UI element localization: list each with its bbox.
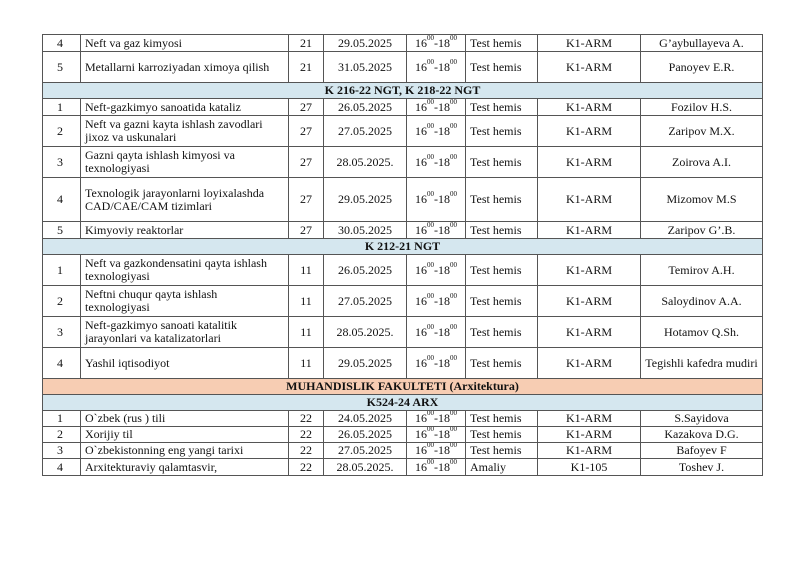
row-number: 4 — [43, 459, 81, 476]
table-row — [43, 35, 763, 52]
exam-time: $16^{00}-18^{00}$ — [407, 35, 466, 52]
table-row — [43, 255, 763, 286]
exam-form: Test hemis — [466, 147, 538, 178]
exam-form: Test hemis — [466, 443, 538, 459]
row-number: 4 — [43, 178, 81, 222]
subject-name: Neft va gazkondensatini qayta ishlash texnologiyasi — [81, 255, 289, 286]
exam-date: 31.05.2025 — [324, 52, 407, 83]
exam-room: K1-ARM — [538, 222, 641, 239]
exam-room: K1-ARM — [538, 317, 641, 348]
student-count: 22 — [289, 427, 324, 443]
row-number: 4 — [43, 35, 81, 52]
row-number: 3 — [43, 317, 81, 348]
exam-time: $16^{00}-18^{00}$ — [407, 178, 466, 222]
exam-date: 24.05.2025 — [324, 411, 407, 427]
exam-room: K1-ARM — [538, 52, 641, 83]
exam-date: 30.05.2025 — [324, 222, 407, 239]
exam-room: K1-ARM — [538, 255, 641, 286]
student-count: 11 — [289, 255, 324, 286]
student-count: 27 — [289, 147, 324, 178]
exam-date: 28.05.2025. — [324, 147, 407, 178]
subject-name: Texnologik jarayonlarni loyixalashda CAD/CAE/CAM tizimlari — [81, 178, 289, 222]
exam-time: $16^{00}-18^{00}$ — [407, 427, 466, 443]
exam-room: K1-ARM — [538, 147, 641, 178]
examiner-name: Temirov A.H. — [641, 255, 763, 286]
student-count: 11 — [289, 317, 324, 348]
exam-room: K1-ARM — [538, 178, 641, 222]
table-row — [43, 52, 763, 83]
exam-room: K1-ARM — [538, 348, 641, 379]
exam-form: Test hemis — [466, 427, 538, 443]
exam-form: Amaliy — [466, 459, 538, 476]
subject-name: O`zbekistonning eng yangi tarixi — [81, 443, 289, 459]
student-count: 21 — [289, 52, 324, 83]
exam-room: K1-ARM — [538, 427, 641, 443]
exam-room: K1-ARM — [538, 99, 641, 116]
exam-date: 29.05.2025 — [324, 178, 407, 222]
examiner-name: Kazakova D.G. — [641, 427, 763, 443]
examiner-name: Bafoyev F — [641, 443, 763, 459]
exam-time: $16^{00}-18^{00}$ — [407, 99, 466, 116]
exam-time: $16^{00}-18^{00}$ — [407, 116, 466, 147]
subject-name: O`zbek (rus ) tili — [81, 411, 289, 427]
exam-room: K1-ARM — [538, 411, 641, 427]
exam-time: $16^{00}-18^{00}$ — [407, 222, 466, 239]
subject-name: Kimyoviy reaktorlar — [81, 222, 289, 239]
exam-date: 28.05.2025. — [324, 317, 407, 348]
row-number: 5 — [43, 52, 81, 83]
subject-name: Yashil iqtisodiyot — [81, 348, 289, 379]
examiner-name: Saloydinov A.A. — [641, 286, 763, 317]
exam-room: K1-105 — [538, 459, 641, 476]
subject-name: Neft-gazkimyo sanoati katalitik jarayonlari va katalizatorlari — [81, 317, 289, 348]
exam-date: 26.05.2025 — [324, 99, 407, 116]
subject-name: Neftni chuqur qayta ishlash texnologiyasi — [81, 286, 289, 317]
exam-time: $16^{00}-18^{00}$ — [407, 52, 466, 83]
subject-name: Xorijiy til — [81, 427, 289, 443]
exam-form: Test hemis — [466, 99, 538, 116]
exam-form: Test hemis — [466, 286, 538, 317]
student-count: 22 — [289, 459, 324, 476]
row-number: 2 — [43, 286, 81, 317]
exam-form: Test hemis — [466, 178, 538, 222]
exam-form: Test hemis — [466, 411, 538, 427]
exam-date: 27.05.2025 — [324, 286, 407, 317]
group-title: K524-24 ARX — [43, 395, 763, 411]
table-row — [43, 459, 763, 476]
table-row — [43, 116, 763, 147]
subject-name: Neft va gaz kimyosi — [81, 35, 289, 52]
examiner-name: Mizomov M.S — [641, 178, 763, 222]
student-count: 27 — [289, 99, 324, 116]
table-row — [43, 443, 763, 459]
examiner-name: Tegishli kafedra mudiri — [641, 348, 763, 379]
subject-name: Neft-gazkimyo sanoatida kataliz — [81, 99, 289, 116]
faculty-header-row — [43, 379, 763, 395]
row-number: 1 — [43, 255, 81, 286]
row-number: 3 — [43, 147, 81, 178]
row-number: 4 — [43, 348, 81, 379]
table-row — [43, 178, 763, 222]
examiner-name: Panoyev E.R. — [641, 52, 763, 83]
exam-time: $16^{00}-18^{00}$ — [407, 348, 466, 379]
row-number: 5 — [43, 222, 81, 239]
exam-time: $16^{00}-18^{00}$ — [407, 147, 466, 178]
exam-time: $16^{00}-18^{00}$ — [407, 443, 466, 459]
group-title: K 212-21 NGT — [43, 239, 763, 255]
row-number: 3 — [43, 443, 81, 459]
student-count: 27 — [289, 116, 324, 147]
row-number: 1 — [43, 411, 81, 427]
row-number: 2 — [43, 116, 81, 147]
exam-date: 26.05.2025 — [324, 255, 407, 286]
student-count: 21 — [289, 35, 324, 52]
student-count: 27 — [289, 178, 324, 222]
exam-form: Test hemis — [466, 52, 538, 83]
examiner-name: Fozilov H.S. — [641, 99, 763, 116]
subject-name: Gazni qayta ishlash kimyosi va texnologiyasi — [81, 147, 289, 178]
examiner-name: Hotamov Q.Sh. — [641, 317, 763, 348]
student-count: 27 — [289, 222, 324, 239]
exam-form: Test hemis — [466, 317, 538, 348]
table-row — [43, 348, 763, 379]
group-header-row — [43, 239, 763, 255]
exam-date: 26.05.2025 — [324, 427, 407, 443]
exam-form: Test hemis — [466, 255, 538, 286]
exam-form: Test hemis — [466, 35, 538, 52]
exam-date: 27.05.2025 — [324, 443, 407, 459]
student-count: 22 — [289, 443, 324, 459]
table-row — [43, 99, 763, 116]
group-header-row — [43, 83, 763, 99]
exam-date: 28.05.2025. — [324, 459, 407, 476]
subject-name: Arxitekturaviy qalamtasvir, — [81, 459, 289, 476]
group-header-row — [43, 395, 763, 411]
exam-form: Test hemis — [466, 222, 538, 239]
examiner-name: Zaripov M.X. — [641, 116, 763, 147]
table-row — [43, 411, 763, 427]
exam-room: K1-ARM — [538, 443, 641, 459]
table-row — [43, 222, 763, 239]
faculty-title: MUHANDISLIK FAKULTETI (Arxitektura) — [43, 379, 763, 395]
exam-time: $16^{00}-18^{00}$ — [407, 317, 466, 348]
examiner-name: S.Sayidova — [641, 411, 763, 427]
exam-form: Test hemis — [466, 116, 538, 147]
group-title: K 216-22 NGT, K 218-22 NGT — [43, 83, 763, 99]
subject-name: Neft va gazni kayta ishlash zavodlari jixoz va uskunalari — [81, 116, 289, 147]
exam-room: K1-ARM — [538, 116, 641, 147]
exam-time: $16^{00}-18^{00}$ — [407, 459, 466, 476]
exam-date: 29.05.2025 — [324, 35, 407, 52]
exam-time: $16^{00}-18^{00}$ — [407, 286, 466, 317]
exam-schedule-table — [42, 34, 763, 476]
exam-time: $16^{00}-18^{00}$ — [407, 255, 466, 286]
student-count: 11 — [289, 348, 324, 379]
exam-time: $16^{00}-18^{00}$ — [407, 411, 466, 427]
table-row — [43, 147, 763, 178]
exam-form: Test hemis — [466, 348, 538, 379]
row-number: 1 — [43, 99, 81, 116]
student-count: 11 — [289, 286, 324, 317]
row-number: 2 — [43, 427, 81, 443]
table-row — [43, 427, 763, 443]
table-row — [43, 286, 763, 317]
exam-room: K1-ARM — [538, 286, 641, 317]
examiner-name: G’aybullayeva A. — [641, 35, 763, 52]
examiner-name: Zaripov G’.B. — [641, 222, 763, 239]
examiner-name: Zoirova A.I. — [641, 147, 763, 178]
exam-room: K1-ARM — [538, 35, 641, 52]
examiner-name: Toshev J. — [641, 459, 763, 476]
student-count: 22 — [289, 411, 324, 427]
subject-name: Metallarni karroziyadan ximoya qilish — [81, 52, 289, 83]
table-row — [43, 317, 763, 348]
exam-date: 29.05.2025 — [324, 348, 407, 379]
exam-date: 27.05.2025 — [324, 116, 407, 147]
